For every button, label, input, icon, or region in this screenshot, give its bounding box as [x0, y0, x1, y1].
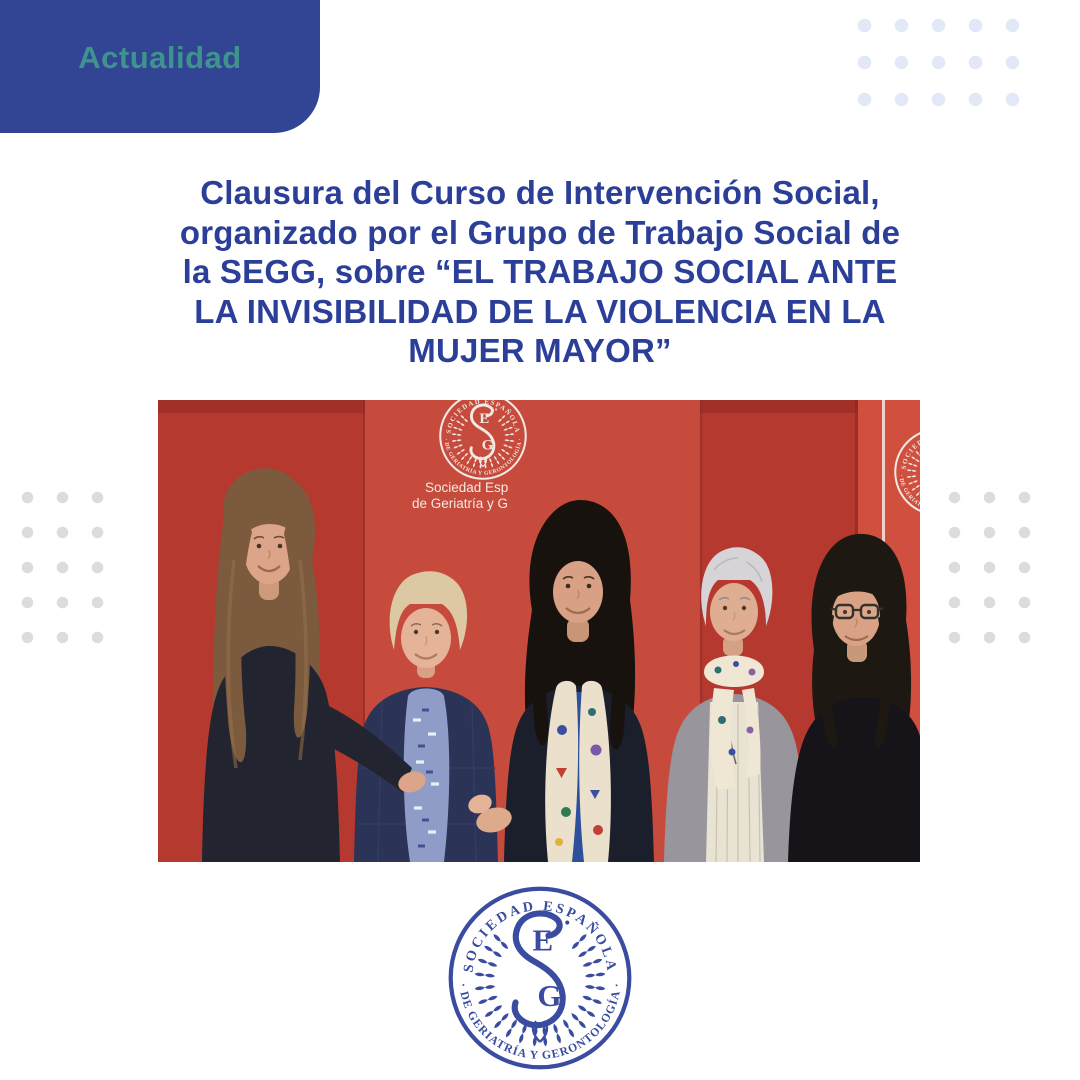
banner-text-line1: Sociedad Esp [425, 480, 509, 495]
headline-line: MUJER MAYOR” [408, 332, 672, 369]
headline-line: Clausura del Curso de Intervención Social, [200, 174, 880, 211]
headline-line: la SEGG, sobre “EL TRABAJO SOCIAL ANTE [182, 253, 898, 290]
banner-text-line2: de Geriatría y G [412, 496, 509, 511]
dots-pattern-right [937, 480, 1042, 655]
section-badge-label: Actualidad [78, 40, 242, 75]
headline-line: organizado por el Grupo de Trabajo Social de [179, 213, 901, 251]
headline [90, 173, 990, 371]
segg-seal-logo [446, 884, 634, 1072]
section-badge [0, 0, 320, 133]
dots-pattern-top-right [846, 7, 1031, 118]
event-photo-illustration [158, 400, 920, 862]
headline-line: LA INVISIBILIDAD DE LA VIOLENCIA EN LA [194, 292, 886, 330]
event-photo [158, 400, 920, 862]
dots-pattern-left [10, 480, 115, 655]
